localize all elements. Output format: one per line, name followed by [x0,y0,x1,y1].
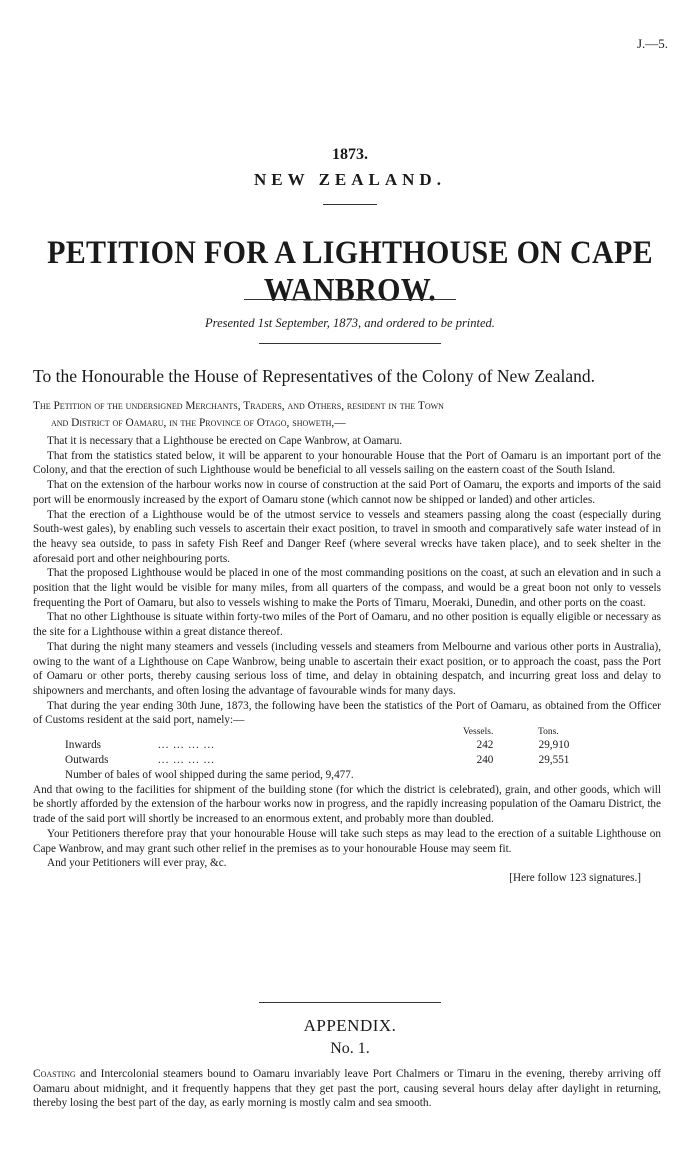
stats-header [33,728,661,738]
paragraph: That during the night many steamers and vessels (including vessels and steamers from Melbourne and various other ports in Australia), owing to the want of a Lighthouse on Cape Wanbrow, being unable to ascertain their exact position, or to approach the coast, pass the Port of Oamaru or other ports, thereby causing serious loss of time, and delay in obtaining despatch, and incurring great loss and delay to shipowners and merchants, and often losing the advantage of favourable winds for many days. [33,640,661,697]
wool-line: Number of bales of wool shipped during the same period, 9,477. [65,769,354,782]
stats-tons: 29,551 [538,754,570,767]
stats-col-tons: Tons. [538,727,559,738]
divider-appendix [259,1002,441,1003]
paragraph: That during the year ending 30th June, 1873, the following have been the statistics of the Port of Oamaru, as obtained from the Officer of Customs resident at the said port, namely:— [33,699,661,727]
divider-presented [259,343,441,344]
stats-dots: ... ... ... ... [158,754,215,767]
stats-tons: 29,910 [538,739,570,752]
signatures-note: [Here follow 123 signatures.] [509,871,641,884]
petition-heading-line1: The Petition of the undersigned Merchants, Traders, and Others, resident in the Town [33,400,444,412]
document-title: PETITION FOR A LIGHTHOUSE ON CAPE WANBROW. [47,234,653,309]
paragraph: That the proposed Lighthouse would be placed in one of the most commanding positions on the coast, at such an elevation and in such a position that the light would be visible for many miles, from all quarters of the compass, and would be a great boon not only to vessels frequenting the Port of Oamaru, but also to vessels wishing to make the Ports of Timaru, Moeraki, Dunedin, and other ports on the coast. [33,567,661,609]
address-line: To the Honourable the House of Representatives of the Colony of New Zealand. [33,366,596,386]
paragraph: That no other Lighthouse is situate within forty-two miles of the Port of Oamaru, and no other position is equally eligible or necessary as the site for a Lighthouse within a great distance thereof. [33,611,661,639]
petition-body [33,434,661,886]
stats-col-vessels: Vessels. [463,727,494,738]
appendix-lead: Coasting [33,1068,76,1080]
country-heading: NEW ZEALAND. [254,170,446,189]
paragraph: That the erection of a Lighthouse would be of the utmost service to vessels and steamers passing along the coast (especially during South-west gales), by enabling such vessels to ascertain their exact position, to travel in smooth and comparatively safe water instead of in the heavy sea outside, to pass in safety Fish Reef and Danger Reef (where several wrecks have taken place), and to seek shelter in the aforesaid port and other neighbouring ports. [33,508,661,565]
paragraph: That on the extension of the harbour works now in course of construction at the said Port of Oamaru, the exports and imports of the said port will be enormously increased by the export of Oamaru stone (which cannot now be shipped or landed) and other articles. [33,479,661,506]
divider-title [244,299,456,300]
appendix-number: No. 1. [330,1040,370,1057]
divider-short [323,204,377,205]
stats-table [33,738,661,768]
document-reference: J.—5. [636,36,668,51]
presented-note: Presented 1st September, 1873, and ordered to be printed. [205,316,495,330]
petition-heading [33,398,661,432]
stats-dots: ... ... ... ... [158,739,215,752]
stats-vessels: 242 [476,739,494,752]
appendix-title: APPENDIX. [303,1016,397,1035]
petition-heading-line2: and District of Oamaru, in the Province of Otago, showeth,— [51,417,346,429]
paragraph: That it is necessary that a Lighthouse be erected on Cape Wanbrow, at Oamaru. [47,435,403,447]
appendix-text [33,1067,661,1111]
document-year: 1873. [332,146,368,163]
stats-label: Outwards [65,754,109,767]
stats-vessels: 240 [476,754,494,767]
paragraph: That from the statistics stated below, it will be apparent to your honourable House that the Port of Oamaru is an important port of the Colony, and that the erection of such Lighthouse would be beneficial to all vessels sailing on the eastern coast of the South Island. [33,449,661,477]
paragraph: And your Petitioners will ever pray, &c. [47,857,227,870]
paragraph: And that owing to the facilities for shipment of the building stone (for which the district is celebrated), grain, and other goods, which will be shortly afforded by the extension of the harbour works now in progress, and the rapidly increasing population of the Oamaru District, the trade of the said port will shortly be increased to an enormous extent, and probably more than doubled. [33,783,661,826]
stats-label: Inwards [65,739,102,752]
appendix-body: and Intercolonial steamers bound to Oamaru invariably leave Port Chalmers or Timaru in the evening, thereby arriving off Oamaru about midnight, and it frequently happens that they get past the port, causing several hours delay after daylight in returning, thereby losing the best part of the day, as early morning is mostly calm and sea smooth. [33,1068,661,1110]
paragraph: Your Petitioners therefore pray that your honourable House will take such steps as may lead to the erection of a suitable Lighthouse on Cape Wanbrow, and may grant such other relief in the premises as to your honourable House may seem fit. [33,827,661,855]
